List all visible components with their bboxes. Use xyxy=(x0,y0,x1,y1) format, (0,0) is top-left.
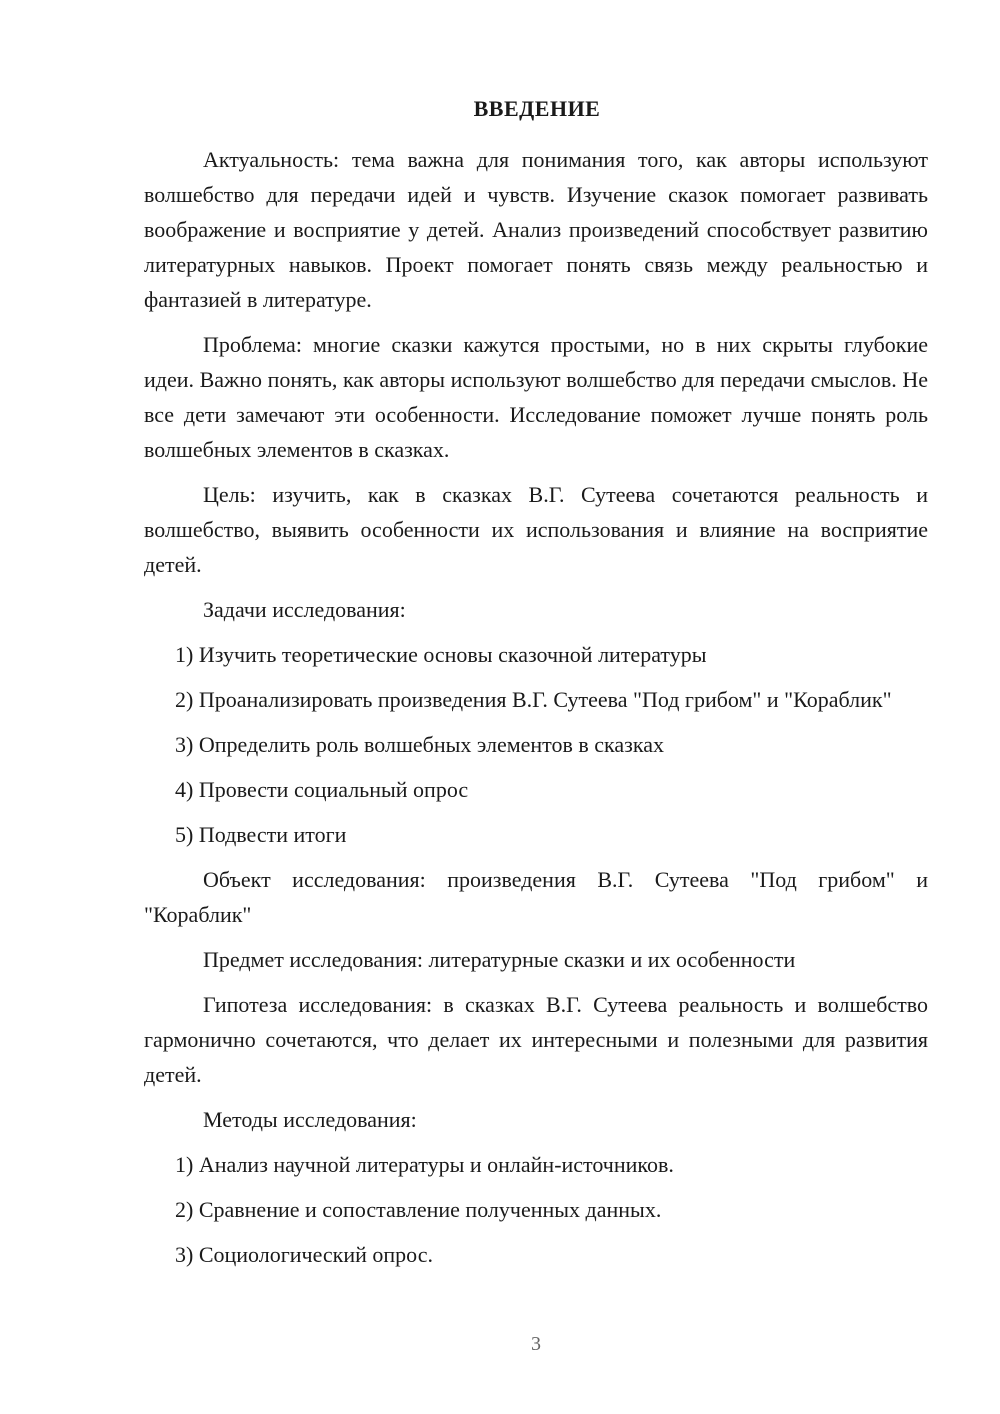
problem-paragraph: Проблема: многие сказки кажутся простыми, но в них скрыты глубокие идеи. Важно понять, как авторы используют волшебство для передачи смыслов. Не все дети замечают эти особенности. Исследование поможет лучше понять роль волшебных элементов в сказках. xyxy=(144,332,928,462)
object-paragraph: Объект исследования: произведения В.Г. Сутеева "Под грибом" и "Кораблик" xyxy=(144,867,928,927)
task-item: 4) Провести социальный опрос xyxy=(175,777,469,802)
document-body xyxy=(144,142,928,1282)
page-title: ВВЕДЕНИЕ xyxy=(473,96,601,121)
task-item: 5) Подвести итоги xyxy=(175,822,347,847)
task-item: 3) Определить роль волшебных элементов в сказках xyxy=(175,732,664,757)
method-item: 3) Социологический опрос. xyxy=(175,1242,433,1267)
relevance-paragraph: Актуальность: тема важна для понимания того, как авторы используют волшебство для передачи идей и чувств. Изучение сказок помогает развивать воображение и восприятие у детей. Анализ произведений способствует развитию литературных навыков. Проект помогает понять связь между реальностью и фантазией в литературе. xyxy=(144,147,928,312)
page-number: 3 xyxy=(531,1333,541,1355)
subject-paragraph: Предмет исследования: литературные сказки и их особенности xyxy=(203,947,796,972)
method-item: 2) Сравнение и сопоставление полученных данных. xyxy=(175,1197,662,1222)
methods-heading: Методы исследования: xyxy=(203,1107,417,1132)
task-item: 1) Изучить теоретические основы сказочной литературы xyxy=(175,642,707,667)
tasks-heading: Задачи исследования: xyxy=(203,597,406,622)
method-item: 1) Анализ научной литературы и онлайн-источников. xyxy=(175,1152,674,1177)
task-item: 2) Проанализировать произведения В.Г. Сутеева "Под грибом" и "Кораблик" xyxy=(175,687,892,712)
hypothesis-paragraph: Гипотеза исследования: в сказках В.Г. Сутеева реальность и волшебство гармонично сочетаются, что делает их интересными и полезными для развития детей. xyxy=(144,992,928,1087)
goal-paragraph: Цель: изучить, как в сказках В.Г. Сутеева сочетаются реальность и волшебство, выявить особенности их использования и влияние на восприятие детей. xyxy=(144,482,928,577)
